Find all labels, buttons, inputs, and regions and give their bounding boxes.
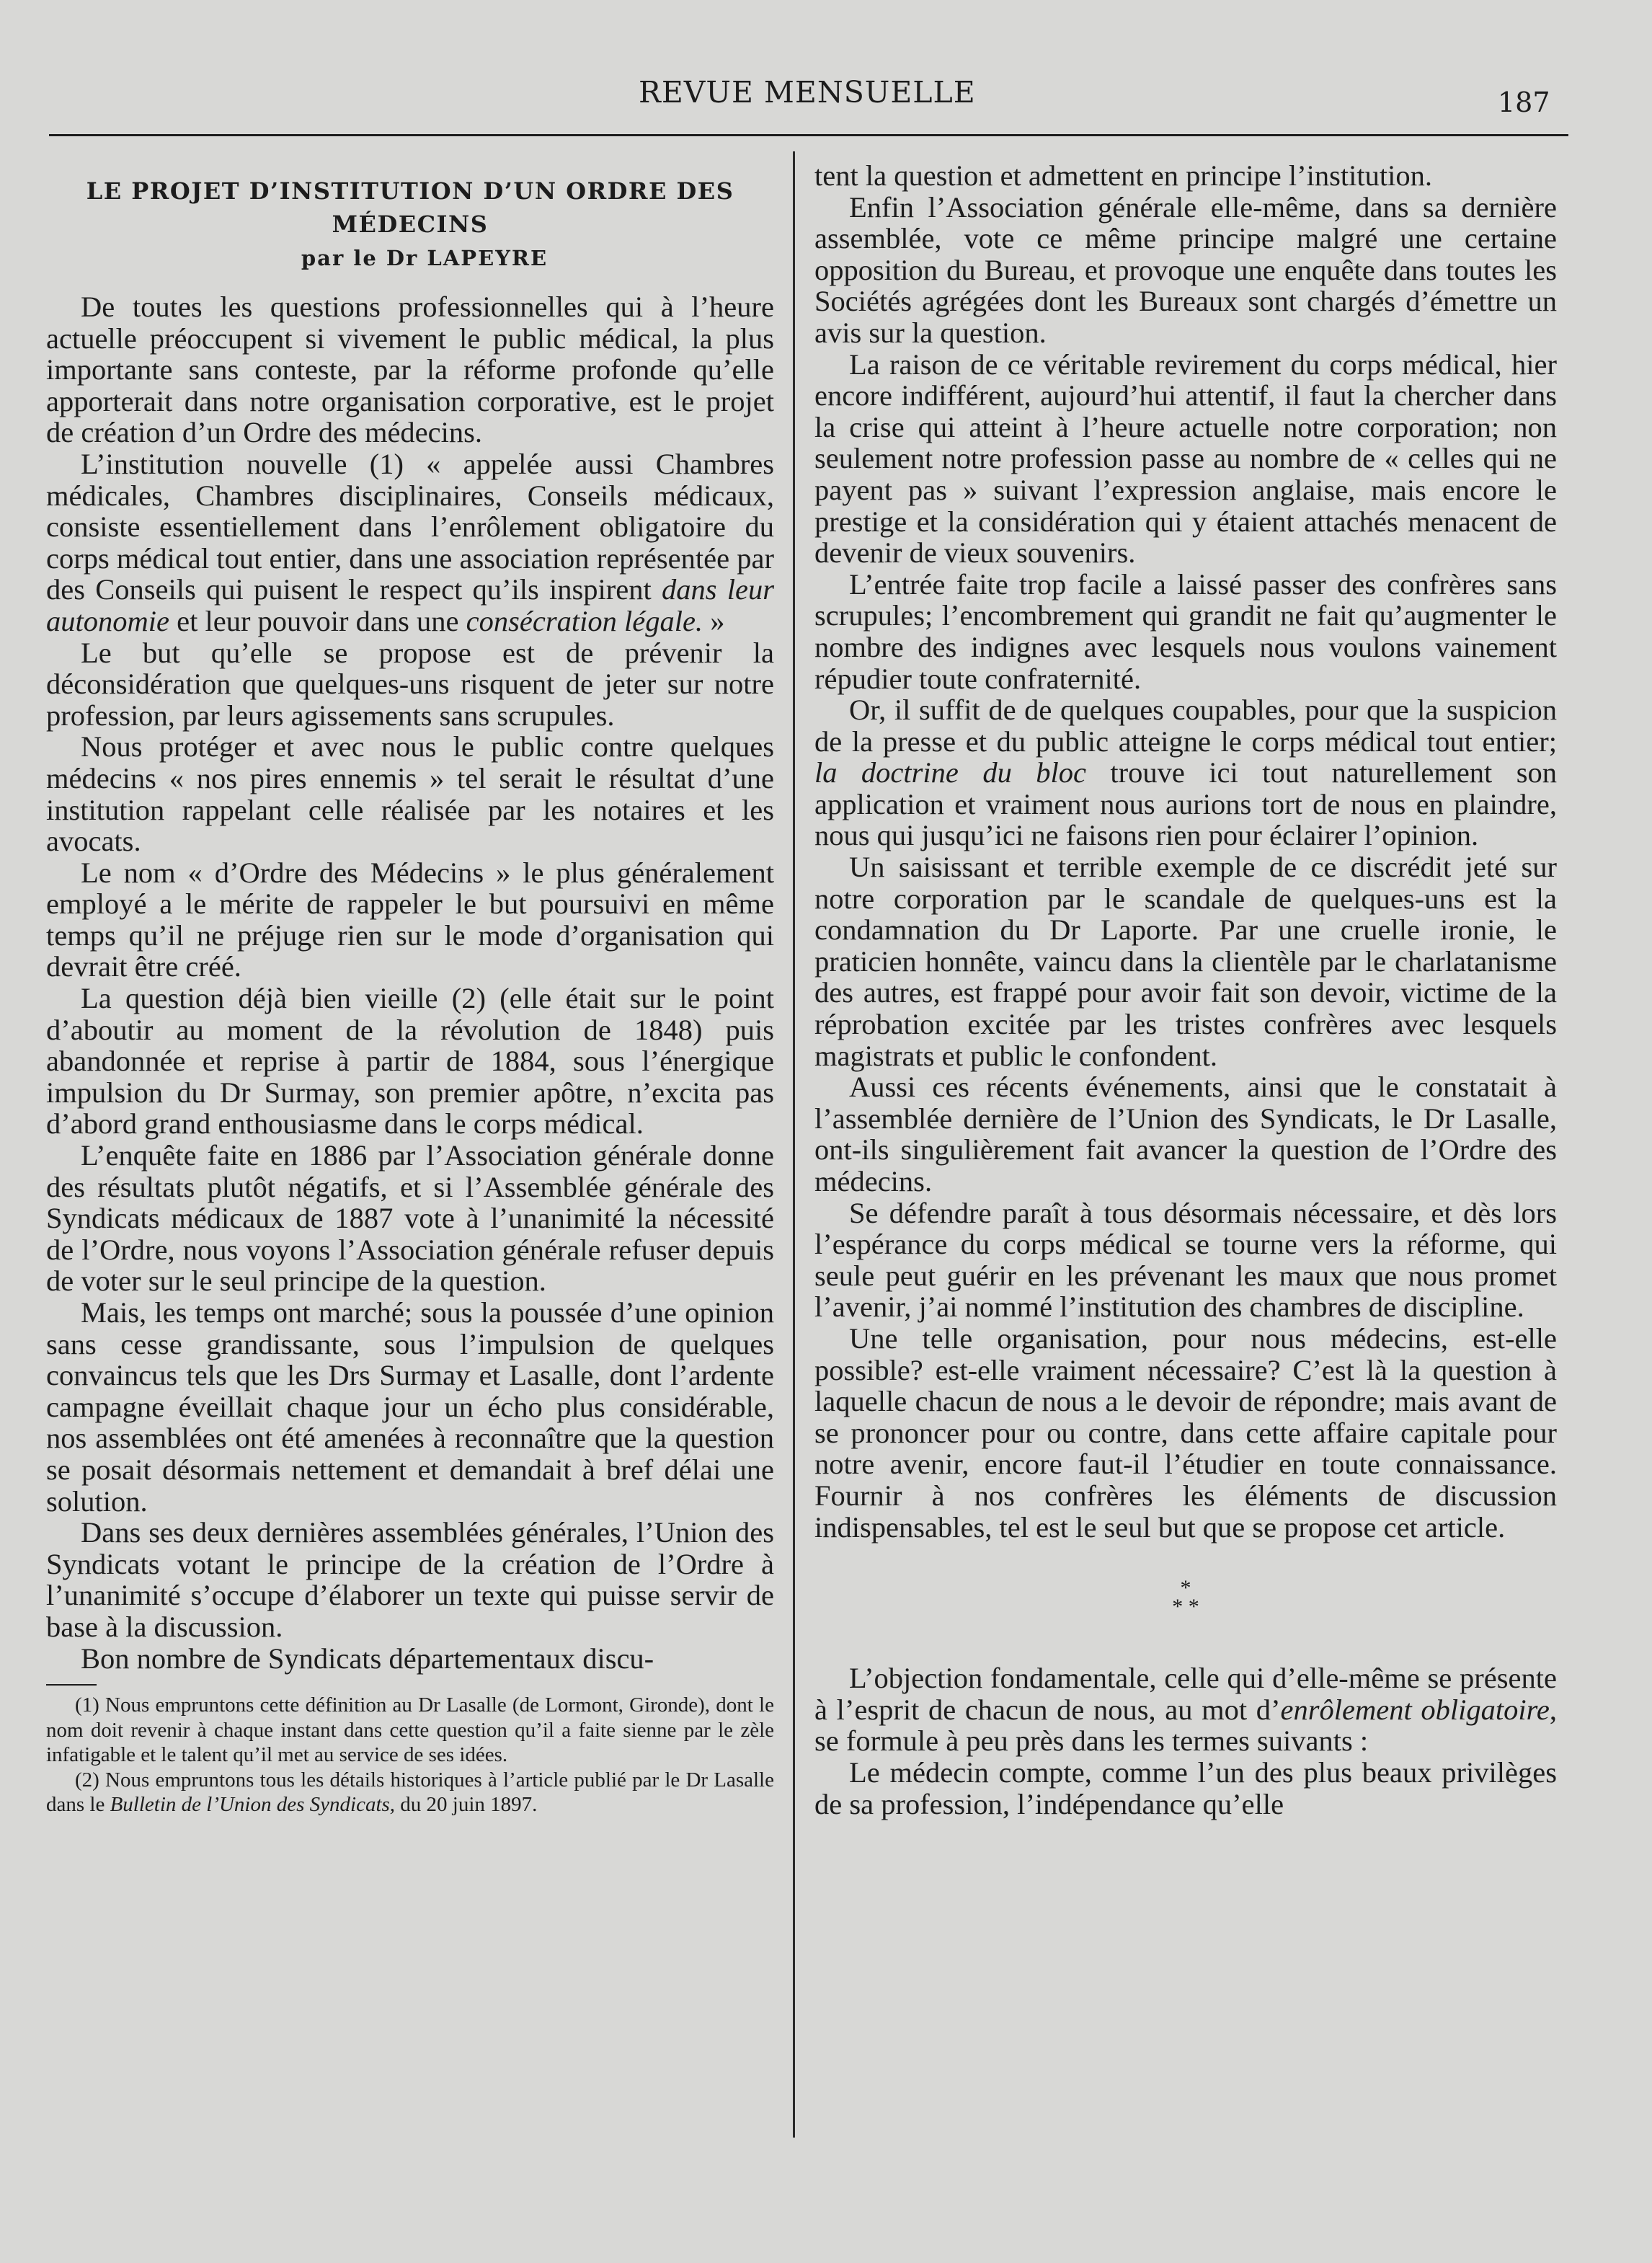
paragraph: L’objection fondamentale, celle qui d’elle-même se présente à l’esprit de chacun de nous, au mot d’enrôlement obligatoire, se formule à peu près dans les termes suivants : [814, 1662, 1557, 1758]
footnote-2: (2) Nous empruntons tous les détails historiques à l’article publié par le Dr Lasalle dans le Bulletin de l’Union des Syndicats, du 20 juin 1897. [46, 1768, 774, 1817]
paragraph: La question déjà bien vieille (2) (elle était sur le point d’aboutir au moment de la révolution de 1848) puis abandonnée et reprise à partir de 1884, sous l’énergique impulsion du Dr Surmay, son premier apôtre, n’excita pas d’abord grand enthousiasme dans le corps médical. [46, 982, 774, 1141]
asterism-top: * [1180, 1576, 1191, 1600]
paragraph: Or, il suffit de de quelques coupables, pour que la suspicion de la presse et du public atteigne le corps médical tout entier; la doctrine du bloc trouve ici tout naturellement son application et vraiment nous aurions tort de nous en plaindre, nous qui jusqu’ici ne faisons rien pour éclairer l’opinion. [814, 694, 1557, 852]
paragraph: De toutes les questions professionnelles qui à l’heure actuelle préoccupent si vivement le public médical, la plus importante sans conteste, par la réforme profonde qu’elle apporterait dans notre organisation corporative, est le projet de création d’un Ordre des médecins. [46, 291, 774, 449]
footnote-1: (1) Nous empruntons cette définition au Dr Lasalle (de Lormont, Gironde), dont le nom doit revenir à chaque instant dans cette question qu’il a faite sienne par le zèle infatigable et le talent qu’il met au service de ses idées. [46, 1693, 774, 1767]
header-rule [49, 134, 1568, 136]
paragraph: Dans ses deux dernières assemblées générales, l’Union des Syndicats votant le principe de la création de l’Ordre à l’unanimité s’occupe d’élaborer un texte qui puisse servir de base à la discussion. [46, 1516, 774, 1643]
paragraph: Aussi ces récents événements, ainsi que le constatait à l’assemblée dernière de l’Union des Syndicats, le Dr Lasalle, ont-ils singulièrement fait avancer la question de l’Ordre des médecins. [814, 1071, 1557, 1197]
article-title [46, 174, 774, 241]
paragraph: Une telle organisation, pour nous médecins, est-elle possible? est-elle vraiment nécessaire? C’est là la question à laquelle chacun de nous a le devoir de répondre; mais avant de se prononcer pour ou contre, dans cette affaire capitale pour notre avenir, encore faut-il l’étudier en toute connaissance. Fournir à nos confrères les éléments de discussion indispensables, tel est le seul but que se propose cet article. [814, 1321, 1557, 1544]
paragraph: L’entrée faite trop facile a laissé passer des confrères sans scrupules; l’encombrement qui grandit ne fait qu’augmenter le nombre des indignes avec lesquels nous voulons vainement répudier toute confraternité. [814, 567, 1557, 695]
paragraph: Le nom « d’Ordre des Médecins » le plus généralement employé a le mérite de rappeler le but poursuivi en même temps qu’il ne préjuge rien sur le mode d’organisation qui devrait être créé. [46, 856, 774, 983]
paragraph: Le but qu’elle se propose est de prévenir la déconsidération que quelques-uns risquent de jeter sur notre profession, par leurs agissements sans scrupules. [46, 636, 774, 732]
running-title: REVUE MENSUELLE [639, 75, 976, 110]
section-asterism [814, 1576, 1557, 1619]
paragraph: tent la question et admettent en principe l’institution. [814, 159, 1433, 192]
paragraph: Bon nombre de Syndicats départementaux discu- [81, 1642, 654, 1675]
asterism-bottom: * * [1172, 1595, 1199, 1619]
paragraph: Mais, les temps ont marché; sous la poussée d’une opinion sans cesse grandissante, sous l’impulsion de quelques convaincus tels que les Drs Surmay et Lasalle, dont l’ardente campagne éveillait chaque jour un écho plus considérable, nos assemblées ont été amenées à reconnaître que la question se posait désormais nettement et demandait à bref délai une solution. [46, 1296, 774, 1518]
paragraph: L’enquête faite en 1886 par l’Association générale donne des résultats plutôt négatifs, et si l’Assemblée générale des Syndicats médicaux de 1887 vote à l’unanimité la nécessité de l’Ordre, nous voyons l’Association générale refuser depuis de voter sur le seul principe de la question. [46, 1139, 774, 1298]
paragraph: Se défendre paraît à tous désormais nécessaire, et dès lors l’espérance du corps médical se tourne vers la réforme, qui seule peut guérir en les prévenant les maux que nous promet l’avenir, j’ai nommé l’institution des chambres de discipline. [814, 1196, 1557, 1324]
right-column [814, 160, 1557, 1820]
article-byline: par le Dr LAPEYRE [301, 246, 549, 270]
left-column [46, 166, 774, 1817]
column-divider [793, 151, 795, 2138]
article-title-line2: MÉDECINS [332, 211, 489, 238]
paragraph: Enfin l’Association générale elle-même, dans sa dernière assemblée, vote ce même principe malgré une certaine opposition du Bureau, et provoque une enquête dans toutes les Sociétés agrégées dont les Bureaux sont chargés d’émettre un avis sur la question. [814, 190, 1557, 349]
footnote-rule [46, 1684, 97, 1686]
running-header [0, 75, 1652, 118]
article-title-line1: LE PROJET D’INSTITUTION D’UN ORDRE DES [86, 177, 734, 205]
footnotes [46, 1693, 774, 1817]
paragraph: L’institution nouvelle (1) « appelée aussi Chambres médicales, Chambres disciplinaires, Conseils médicaux, consiste essentiellement dans l’enrôlement obligatoire du corps médical tout entier, dans une association représentée par des Conseils qui puisent le respect qu’ils inspirent dans leur autonomie et leur pouvoir dans une consécration légale. » [46, 447, 774, 637]
paragraph: La raison de ce véritable revirement du corps médical, hier encore indifférent, aujourd’hui attentif, il faut la chercher dans la crise qui atteint à l’heure actuelle notre corporation; non seulement notre profession passe au nombre de « celles qui ne payent pas » suivant l’expression anglaise, mais encore le prestige et la considération qui y étaient attachés menacent de devenir de vieux souvenirs. [814, 347, 1557, 570]
page-number: 187 [1498, 87, 1550, 118]
paragraph: Nous protéger et avec nous le public contre quelques médecins « nos pires ennemis » tel serait le résultat d’une institution rappelant celle réalisée par les notaires et les avocats. [46, 730, 774, 858]
paragraph: Un saisissant et terrible exemple de ce discrédit jeté sur notre corporation par le scandale de quelques-uns est la condamnation du Dr Laporte. Par une cruelle ironie, le praticien honnête, vaincu dans la clientèle par le charlatanisme des autres, est frappé pour avoir fait son devoir, victime de la réprobation excitée par les tristes confrères avec lesquels magistrats et public le confondent. [814, 851, 1557, 1072]
paragraph: Le médecin compte, comme l’un des plus beaux privilèges de sa profession, l’indépendance qu’elle [814, 1755, 1557, 1820]
